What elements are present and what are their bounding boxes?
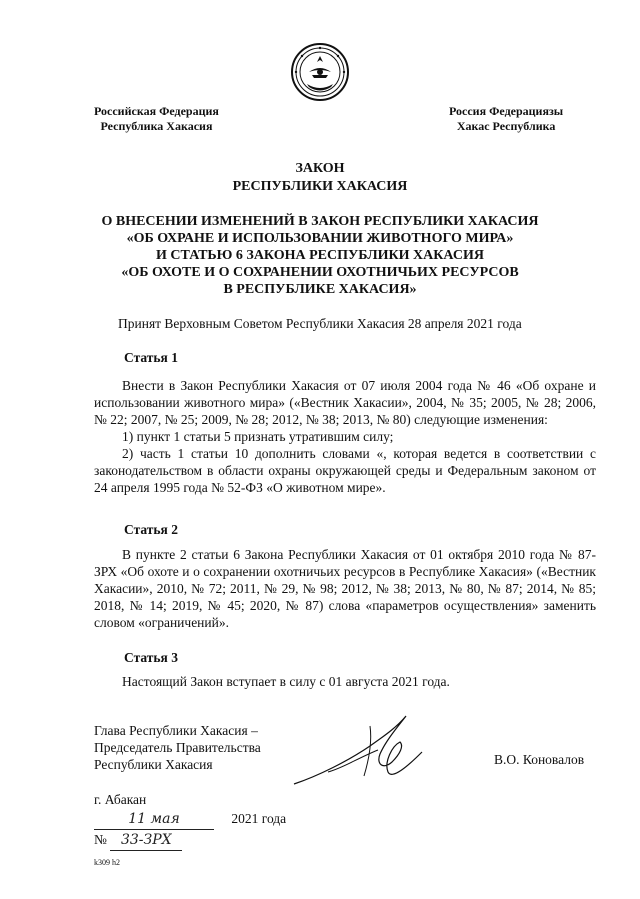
date-row [94,809,286,830]
subtitle-line-1: О ВНЕСЕНИИ ИЗМЕНЕНИЙ В ЗАКОН РЕСПУБЛИКИ ХАКАСИЯ [101,214,539,229]
date-year: 2021 года [231,811,287,826]
subtitle-line-5: В РЕСПУБЛИКЕ ХАКАСИЯ» [223,282,417,297]
number-prefix: № [94,832,107,847]
adoption-note: Принят Верховным Советом Республики Хакасия 28 апреля 2021 года [118,316,522,331]
header-left-country: Российская Федерация [94,104,219,118]
article-1-intro: Внести в Закон Республики Хакасия от 07 июля 2004 года № 46 «Об охране и использовании животного мира» («Вестник Хакасии», 2004, № 35; 2005, № 28; 2006, № 22; 2007, № 25; 2009, № 28; 2012, № 38; 2013, № 80) следующие изменения: [94,378,596,427]
header-right-country: Россия Федерациязы [449,104,564,118]
subtitle-line-3: И СТАТЬЮ 6 ЗАКОНА РЕСПУБЛИКИ ХАКАСИЯ [156,248,484,263]
document-code: k309 h2 [94,858,120,867]
document-subtitle [60,213,580,298]
handwritten-number: 33-ЗРХ [110,831,182,851]
signatory-line-3: Республики Хакасия [94,757,213,772]
article-1-heading: Статья 1 [124,350,178,365]
article-3-body [94,673,596,690]
signatory-name: В.О. Коновалов [494,752,585,767]
article-2-heading: Статья 2 [124,522,178,537]
article-1-body [94,377,596,496]
header-right-block [449,104,563,134]
article-3-text: Настоящий Закон вступает в силу с 01 августа 2021 года. [122,674,450,689]
header-left-block [94,104,219,134]
number-row [94,830,286,851]
article-1-item-2: 2) часть 1 статьи 10 дополнить словами «, которая ведется в соответствии с законодательством в области охраны окружающей среды и Федеральным законом от 24 апреля 1995 года № 52-ФЗ «О животном мире». [94,446,596,495]
city: г. Абакан [94,792,147,807]
signatory-line-1: Глава Республики Хакасия – [94,723,258,738]
header-right-republic: Хакас Республика [456,119,556,133]
article-2-text: В пункте 2 статьи 6 Закона Республики Хакасия от 01 октября 2010 года № 87-ЗРХ «Об охоте и о сохранении охотничьих ресурсов в Республике Хакасия» («Вестник Хакасии», 2010, № 72; 2011, № 29, № 98; 2012, № 38; 2013, № 80, № 87; 2014, № 85; 2018, № 14; 2019, № 45; 2020, № 87) слова «параметров осуществления» заменить словом «ограничений». [94,547,596,630]
handwritten-date: 11 мая [94,810,214,830]
title-line-2: РЕСПУБЛИКИ ХАКАСИЯ [232,179,408,194]
subtitle-line-4: «ОБ ОХОТЕ И О СОХРАНЕНИИ ОХОТНИЧЬИХ РЕСУРСОВ [121,265,519,280]
article-1-item-1: 1) пункт 1 статьи 5 признать утратившим силу; [122,429,394,444]
coat-of-arms-emblem [290,42,350,102]
signatory-title [94,722,261,773]
subtitle-line-2: «ОБ ОХРАНЕ И ИСПОЛЬЗОВАНИИ ЖИВОТНОГО МИРА» [126,231,514,246]
place-and-date [94,790,286,851]
handwritten-signature [288,706,428,792]
document-title [60,160,580,196]
signatory-line-2: Председатель Правительства [94,740,261,755]
title-line-1: ЗАКОН [295,161,345,176]
article-2-body [94,546,596,631]
article-3-heading: Статья 3 [124,650,178,665]
header-left-republic: Республика Хакасия [100,119,213,133]
